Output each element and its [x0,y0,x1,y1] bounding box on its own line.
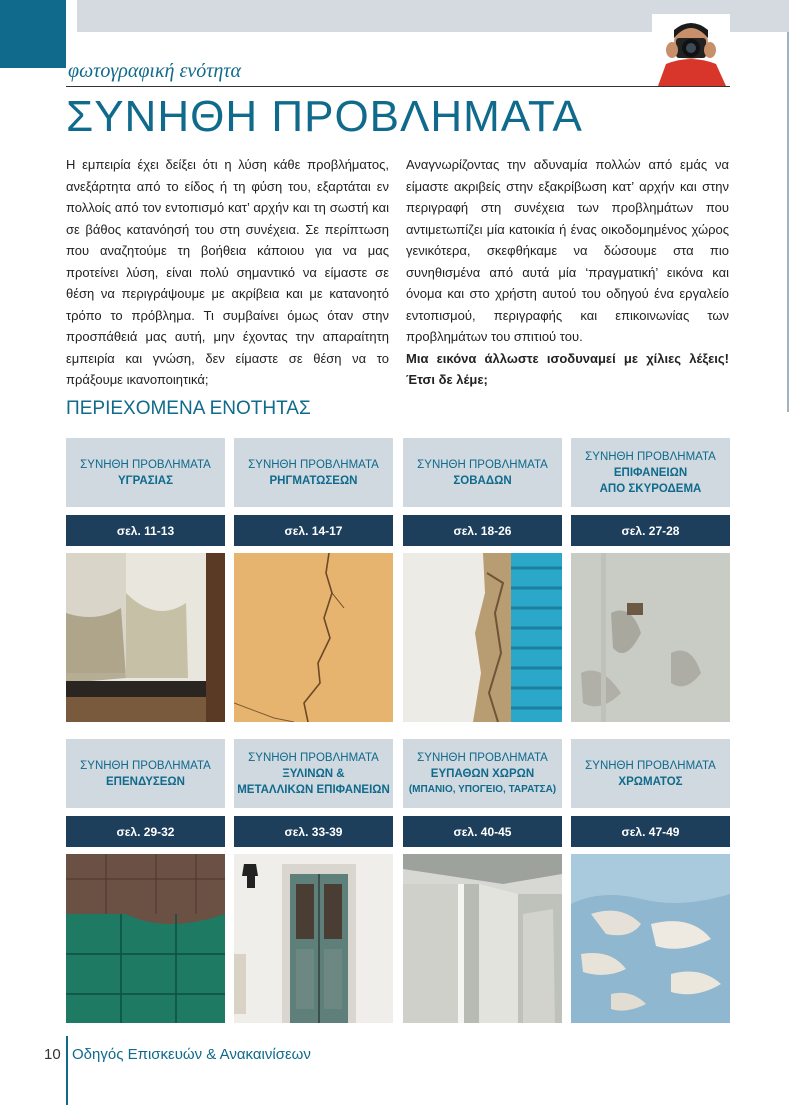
card-concrete [571,438,730,538]
concrete-photo [571,553,730,722]
card-note: (ΜΠΑΝΙΟ, ΥΠΟΓΕΙΟ, ΤΑΡΑΤΣΑ) [408,783,557,795]
wood-metal-photo [234,854,393,1023]
card-subheading-2: ΑΠΟ ΣΚΥΡΟΔΕΜΑ [599,482,702,495]
card-label [403,739,562,808]
card-pages: σελ. 27-28 [571,515,730,546]
card-pages: σελ. 14-17 [234,515,393,546]
card-wood-metal [234,739,393,839]
card-subheading: ΣΟΒΑΔΩΝ [453,474,512,487]
section-label: φωτογραφική ενότητα [68,60,241,82]
cladding-photo [66,854,225,1023]
card-label [234,739,393,808]
card-label [571,438,730,507]
card-label [403,438,562,507]
card-subheading: ΧΡΩΜΑΤΟΣ [618,775,683,788]
card-cracks [234,438,393,538]
card-pages: σελ. 29-32 [66,816,225,847]
card-heading: ΣΥΝΗΘΗ ΠΡΟΒΛΗΜΑΤΑ [80,759,211,772]
card-subheading: ΞΥΛΙΝΩΝ & [282,767,345,780]
intro-right-text: Αναγνωρίζοντας την αδυναμία πολλών από εμάς να είμαστε ακριβείς στην εξακρίβωση κατ’ αρχήν και στην περιγραφή στη συνέχεια των προβλημάτων που αντιμετωπίζει μία κατοικία ή ένας οικοδομημένος χώρος γενικότερα, σκεφθήκαμε να δώσουμε στα πιο συνηθισμένα από αυτά μία ‘πραγματική’ εικόνα και όνομα και στο χρήστη αυτού του οδηγού ένα εργαλείο εντοπισμού, περιγραφής και επικοινωνίας των προβλημάτων του σπιτιού του. [406,157,729,344]
card-subheading: ΕΠΙΦΑΝΕΙΩΝ [613,466,688,479]
card-subheading: ΡΗΓΜΑΤΩΣΕΩΝ [269,474,358,487]
card-label [66,438,225,507]
card-pages: σελ. 40-45 [403,816,562,847]
header-rule [66,86,730,87]
card-heading: ΣΥΝΗΘΗ ΠΡΟΒΛΗΜΑΤΑ [417,458,548,471]
paint-photo [571,854,730,1023]
card-heading: ΣΥΝΗΘΗ ΠΡΟΒΛΗΜΑΤΑ [585,450,716,463]
card-vulnerable-spaces [403,739,562,839]
footer-title: Οδηγός Επισκευών & Ανακαινίσεων [72,1046,311,1063]
card-pages: σελ. 33-39 [234,816,393,847]
card-pages: σελ. 47-49 [571,816,730,847]
corner-accent [0,0,66,68]
photographer-image [652,14,730,86]
card-subheading: ΕΠΕΝΔΥΣΕΩΝ [106,775,185,788]
moisture-photo [66,553,225,722]
card-plaster [403,438,562,538]
card-heading: ΣΥΝΗΘΗ ΠΡΟΒΛΗΜΑΤΑ [248,458,379,471]
card-heading: ΣΥΝΗΘΗ ΠΡΟΒΛΗΜΑΤΑ [585,759,716,772]
card-subheading: ΕΥΠΑΘΩΝ ΧΩΡΩΝ [430,767,535,780]
card-pages: σελ. 18-26 [403,515,562,546]
plaster-photo [403,553,562,722]
intro-left-text: Η εμπειρία έχει δείξει ότι η λύση κάθε προβλήματος, ανεξάρτητα από το είδος ή τη φύση του, εξαρτάται εν πολλοίς από τον εντοπισμό κατ’ αρχήν και τη σωστή και σε βάθος κατανόησή του στη συνέχεια. Σε περίπτωση που αναζητούμε τη βοήθεια κάποιου για να μας προτείνει λύση, είναι πολύ σημαντικό να είμαστε σε θέση να περιγράψουμε με ακρίβεια και με κατανοητό τρόπο το πρόβλημα. Τι συμβαίνει όμως όταν στην προσπάθειά μας αυτή, μην έχοντας την απαραίτητη εμπειρία και γνώση, δεν είμαστε σε θέση να το πράξουμε ικανοποιητικά; [66,157,389,387]
page-number: 10 [44,1046,61,1063]
card-paint [571,739,730,839]
card-moisture [66,438,225,538]
contents-title: ΠΕΡΙΕΧΟΜΕΝΑ ΕΝΟΤΗΤΑΣ [66,398,311,419]
card-label [234,438,393,507]
intro-right-column [406,154,729,391]
card-heading: ΣΥΝΗΘΗ ΠΡΟΒΛΗΜΑΤΑ [248,751,379,764]
footer-rule [66,1036,68,1105]
cracks-photo [234,553,393,722]
card-heading: ΣΥΝΗΘΗ ΠΡΟΒΛΗΜΑΤΑ [80,458,211,471]
card-subheading-2: ΜΕΤΑΛΛΙΚΩΝ ΕΠΙΦΑΝΕΙΩΝ [237,783,390,796]
card-label [66,739,225,808]
intro-right-bold: Μια εικόνα άλλωστε ισοδυναμεί με χίλιες λέξεις! Έτσι δε λέμε; [406,350,729,387]
card-subheading: ΥΓΡΑΣΙΑΣ [117,474,173,487]
card-label [571,739,730,808]
card-heading: ΣΥΝΗΘΗ ΠΡΟΒΛΗΜΑΤΑ [417,751,548,764]
vulnerable-spaces-photo [403,854,562,1023]
card-pages: σελ. 11-13 [66,515,225,546]
page-title: ΣΥΝΗΘΗ ΠΡΟΒΛΗΜΑΤΑ [66,92,583,141]
card-cladding [66,739,225,839]
intro-left-column [66,154,389,391]
